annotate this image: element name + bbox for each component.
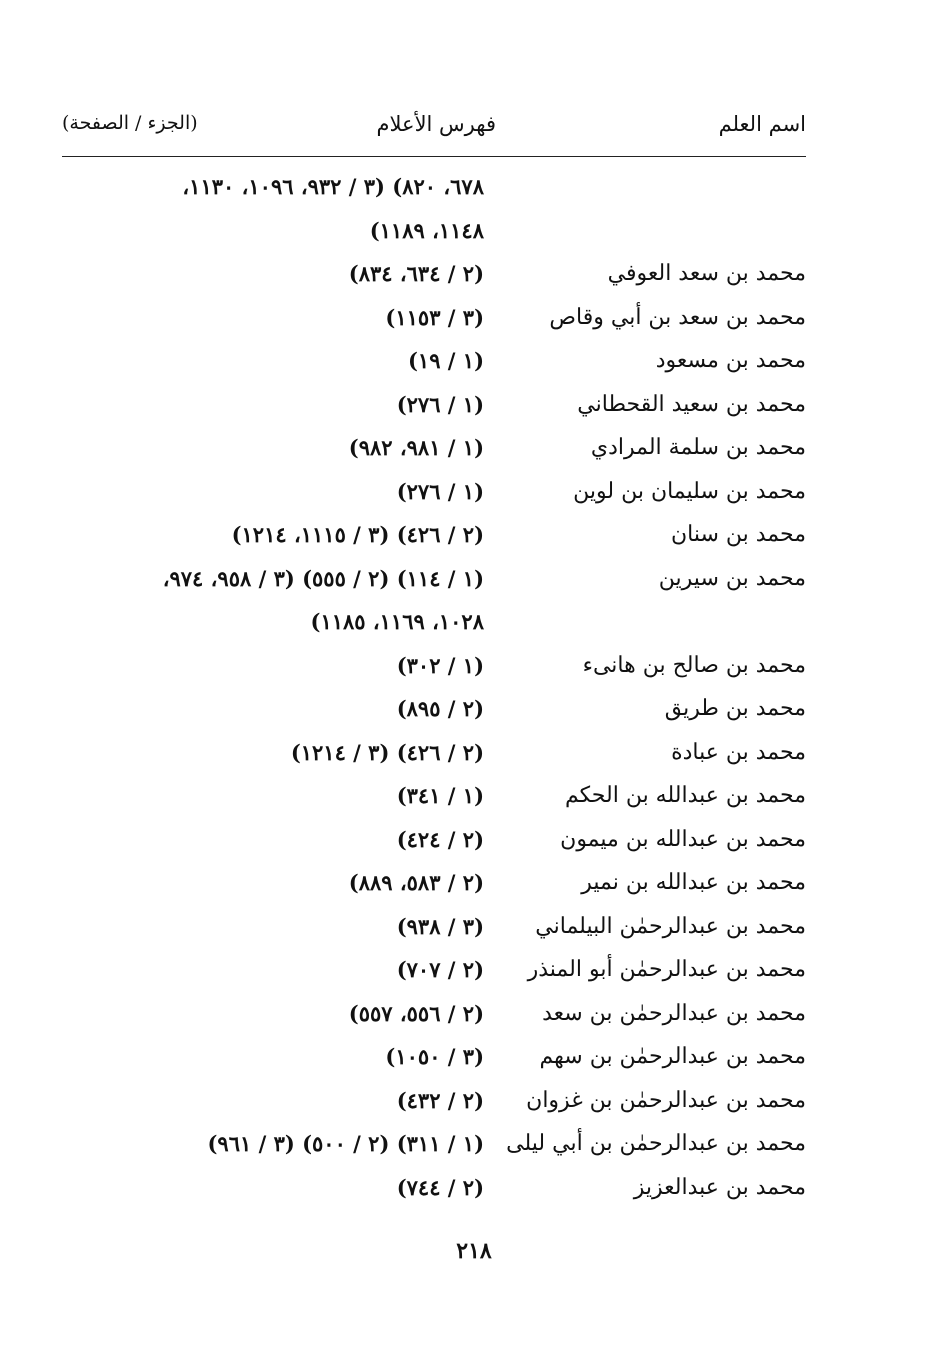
index-entry xyxy=(62,777,806,821)
entry-name: محمد بن سليمان بن لوين xyxy=(573,478,806,504)
page-header xyxy=(62,112,806,146)
index-entry xyxy=(62,168,806,212)
index-entry xyxy=(62,908,806,952)
entry-reference: (٢ / ٧٤٤) xyxy=(396,1174,484,1200)
index-entry xyxy=(62,734,806,778)
entry-name: محمد بن عبدالرحمٰن بن سعد xyxy=(542,1000,806,1026)
entry-reference: ٦٧٨، ٨٢٠) (٣ / ٩٣٢، ١٠٩٦، ١١٣٠، xyxy=(182,174,484,199)
page-title: فهرس الأعلام xyxy=(376,112,496,136)
entry-reference: (٣ / ٩٣٨) xyxy=(396,913,484,939)
index-entry xyxy=(62,560,806,604)
entry-reference: (٢ / ٤٢٦) (٣ / ١١١٥، ١٢١٤) xyxy=(231,522,484,547)
entry-name: محمد بن عبدالرحمٰن البيلماني xyxy=(535,913,806,939)
entry-name: محمد بن سعيد القحطاني xyxy=(577,391,806,417)
index-entry xyxy=(62,429,806,473)
index-entry xyxy=(62,603,806,647)
entry-name: محمد بن سنان xyxy=(670,522,806,547)
entry-reference: (١ / ٢٧٦) xyxy=(396,391,484,417)
index-entry xyxy=(62,473,806,517)
entry-name: محمد بن سلمة المرادي xyxy=(590,435,806,460)
entry-name: محمد بن عبدالرحمٰن بن أبي ليلى xyxy=(506,1131,806,1156)
entry-name: محمد بن عبادة xyxy=(671,739,806,765)
index-entry xyxy=(62,386,806,430)
entry-reference: (٢ / ٥٥٦، ٥٥٧) xyxy=(348,1000,484,1026)
entry-name: محمد بن عبدالله بن ميمون xyxy=(560,826,806,852)
entry-reference: (٢ / ٤٢٤) xyxy=(396,826,484,852)
entry-reference: (٣ / ١١٥٣) xyxy=(385,304,484,330)
entry-name: محمد بن عبدالعزيز xyxy=(633,1174,806,1200)
entry-reference: (٢ / ٧٠٧) xyxy=(396,957,484,982)
entry-name: محمد بن عبدالرحمٰن أبو المنذر xyxy=(527,957,806,982)
index-entry xyxy=(62,951,806,995)
entry-reference: (٢ / ٨٩٥) xyxy=(396,696,484,721)
index-entry xyxy=(62,342,806,386)
index-entry xyxy=(62,212,806,256)
column-header-name: اسم العلم xyxy=(718,112,806,136)
index-entry xyxy=(62,864,806,908)
index-entry xyxy=(62,1082,806,1126)
entry-name: محمد بن سعد العوفي xyxy=(607,261,806,286)
entry-reference: (١ / ١٩) xyxy=(407,348,484,373)
entry-reference: (٢ / ٤٣٢) xyxy=(396,1087,484,1113)
entry-reference: (١ / ٩٨١، ٩٨٢) xyxy=(348,435,484,460)
entry-reference: (١ / ٣٤١) xyxy=(396,783,484,808)
entry-name: محمد بن عبدالرحمٰن بن سهم xyxy=(539,1044,806,1069)
column-header-reference: (الجزء / الصفحة) xyxy=(62,112,198,134)
entry-reference: (١ / ١١٤) (٢ / ٥٥٥) (٣ / ٩٥٨، ٩٧٤، xyxy=(162,565,484,591)
index-entry xyxy=(62,255,806,299)
index-list xyxy=(62,168,806,1212)
index-entry xyxy=(62,995,806,1039)
entry-name: محمد بن سعد بن أبي وقاص xyxy=(549,304,806,330)
index-entry xyxy=(62,690,806,734)
entry-name: محمد بن عبدالرحمٰن بن غزوان xyxy=(526,1087,806,1113)
entry-name: محمد بن طريق xyxy=(664,696,806,721)
entry-reference: (٢ / ٥٨٣، ٨٨٩) xyxy=(348,870,484,895)
index-entry xyxy=(62,1038,806,1082)
entry-name: محمد بن عبدالله بن نمير xyxy=(581,870,806,895)
entry-reference: (٣ / ١٠٥٠) xyxy=(385,1044,484,1069)
entry-reference: ١٠٢٨، ١١٦٩، ١١٨٥) xyxy=(310,609,484,634)
index-entry xyxy=(62,516,806,560)
index-entry xyxy=(62,1169,806,1213)
index-entry xyxy=(62,1125,806,1169)
header-divider xyxy=(62,156,806,157)
entry-reference: (١ / ٣١١) (٢ / ٥٠٠) (٣ / ٩٦١) xyxy=(207,1131,484,1156)
entry-reference: (١ / ٢٧٦) xyxy=(396,478,484,504)
entry-reference: (٢ / ٦٣٤، ٨٣٤) xyxy=(348,261,484,286)
index-entry xyxy=(62,647,806,691)
index-entry xyxy=(62,821,806,865)
page-number: ٢١٨ xyxy=(456,1238,492,1264)
entry-name: محمد بن سيرين xyxy=(658,565,806,591)
entry-reference: (١ / ٣٠٢) xyxy=(396,652,484,678)
entry-name: محمد بن مسعود xyxy=(655,348,806,373)
entry-name: محمد بن عبدالله بن الحكم xyxy=(565,783,806,808)
entry-reference: ١١٤٨، ١١٨٩) xyxy=(369,217,484,243)
entry-reference: (٢ / ٤٢٦) (٣ / ١٢١٤) xyxy=(290,739,484,765)
entry-name: محمد بن صالح بن هانىء xyxy=(582,652,806,678)
index-entry xyxy=(62,299,806,343)
